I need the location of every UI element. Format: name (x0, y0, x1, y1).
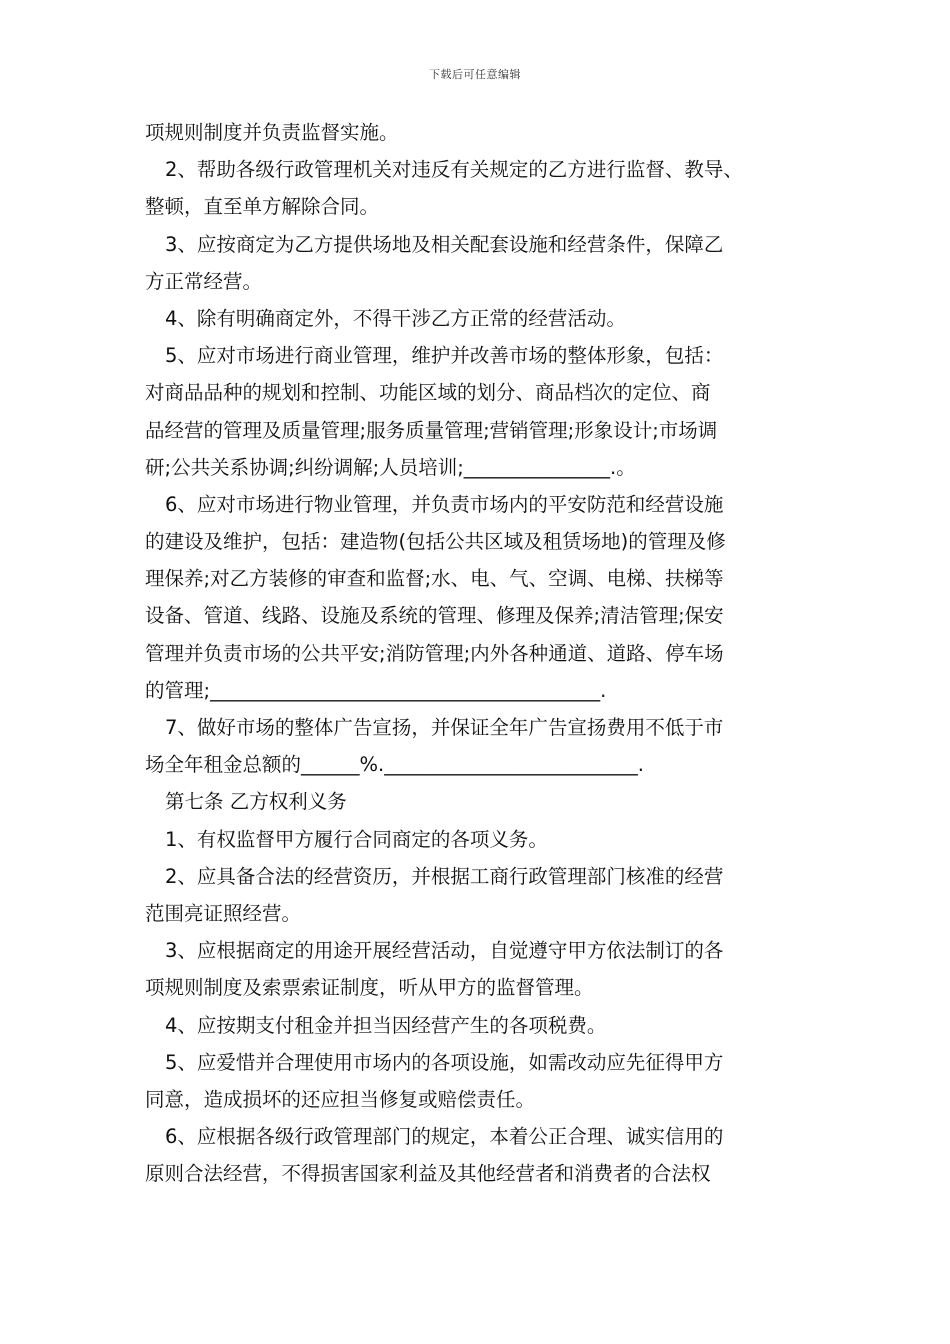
text-line: 对商品品种的规划和控制、功能区域的划分、商品档次的定位、商 (145, 381, 711, 405)
text-line: 原则合法经营，不得损害国家利益及其他经营者和消费者的合法权 (145, 1162, 711, 1186)
document-body (145, 114, 810, 1192)
text-line: 3、应根据商定的用途开展经营活动，自觉遵守甲方依法制订的各 (165, 939, 724, 963)
text-line: 4、应按期支付租金并担当因经营产生的各项税费。 (165, 1013, 607, 1037)
text-line: 场全年租金总额的______%.__________________________. (145, 753, 644, 777)
page-header: 下载后可任意编辑 (429, 68, 521, 81)
text-line: 品经营的管理及质量管理;服务质量管理;营销管理;形象设计;市场调 (145, 418, 718, 442)
text-line: 管理并负责市场的公共平安;消防管理;内外各种通道、道路、停车场 (145, 641, 724, 665)
text-line: 理保养;对乙方装修的审查和监督;水、电、气、空调、电梯、扶梯等 (145, 567, 724, 591)
text-line: 整顿，直至单方解除合同。 (145, 195, 380, 219)
text-line: 7、做好市场的整体广告宣扬，并保证全年广告宣扬费用不低于市 (165, 716, 724, 739)
text-line: 研;公共关系协调;纠纷调解;人员培训;_______________.。 (145, 455, 636, 479)
text-line: 5、应爱惜并合理使用市场内的各项设施，如需改动应先征得甲方 (165, 1050, 724, 1074)
text-line: 2、帮助各级行政管理机关对违反有关规定的乙方进行监督、教导、 (165, 158, 743, 182)
text-line: 4、除有明确商定外，不得干涉乙方正常的经营活动。 (165, 306, 626, 330)
text-line: 项规则制度并负责监督实施。 (145, 121, 399, 144)
text-line: 的管理;________________________________________. (145, 678, 607, 702)
text-line: 方正常经营。 (145, 269, 263, 293)
text-line: 范围亮证照经营。 (145, 901, 302, 925)
text-line: 6、应对市场进行物业管理，并负责市场内的平安防范和经营设施 (165, 492, 724, 516)
text-line: 项规则制度及索票索证制度，听从甲方的监督管理。 (145, 976, 594, 1000)
text-line: 第七条 乙方权利义务 (165, 790, 347, 814)
text-line: 6、应根据各级行政管理部门的规定，本着公正合理、诚实信用的 (165, 1125, 724, 1149)
text-line: 的建设及维护，包括：建造物(包括公共区域及租赁场地)的管理及修 (145, 530, 726, 554)
text-line: 1、有权监督甲方履行合同商定的各项义务。 (165, 827, 548, 851)
text-line: 2、应具备合法的经营资历，并根据工商行政管理部门核准的经营 (165, 864, 724, 888)
text-line: 同意，造成损坏的还应担当修复或赔偿责任。 (145, 1087, 536, 1111)
text-line: 设备、管道、线路、设施及系统的管理、修理及保养;清洁管理;保安 (145, 604, 724, 628)
text-line: 3、应按商定为乙方提供场地及相关配套设施和经营条件，保障乙 (165, 232, 724, 256)
text-line: 5、应对市场进行商业管理，维护并改善市场的整体形象，包括： (165, 344, 724, 368)
